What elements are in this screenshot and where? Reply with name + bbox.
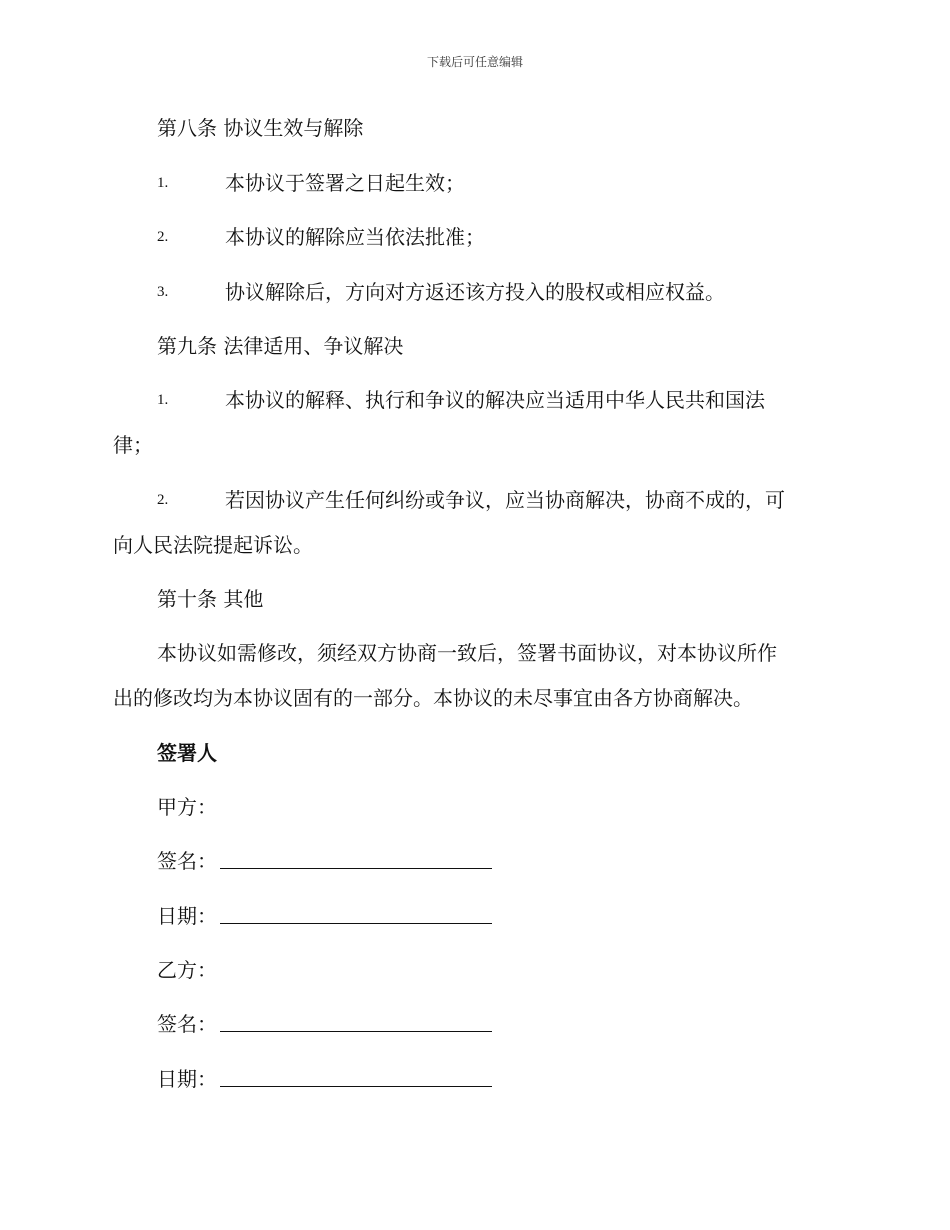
signatures-title: 签署人 <box>157 741 217 765</box>
party-b-date-label: 日期： <box>157 1067 217 1091</box>
party-b-label: 乙方： <box>157 958 217 982</box>
article-8-item-2-text: 本协议的解除应当依法批准； <box>225 225 485 249</box>
article-9-title: 第九条 法律适用、争议解决 <box>157 334 404 358</box>
article-8-item-2-number: 2. <box>157 229 169 245</box>
article-10-line-1: 本协议如需修改，须经双方协商一致后，签署书面协议，对本协议所作 <box>157 641 777 665</box>
party-a-label: 甲方： <box>157 795 217 819</box>
article-10-title: 第十条 其他 <box>157 587 264 611</box>
party-b-sign-label: 签名： <box>157 1012 217 1036</box>
article-9-item-2-line-2: 向人民法院提起诉讼。 <box>113 533 313 557</box>
article-8-item-1-number: 1. <box>157 175 169 191</box>
party-a-sign-blank <box>220 868 492 869</box>
party-a-date-blank <box>220 923 492 924</box>
article-9-item-1-line-2: 律； <box>113 433 153 457</box>
party-a-date-label: 日期： <box>157 904 217 928</box>
article-8-item-1-text: 本协议于签署之日起生效； <box>225 171 465 195</box>
article-8-item-3-number: 3. <box>157 284 169 300</box>
party-b-sign-blank <box>220 1031 492 1032</box>
page-header: 下载后可任意编辑 <box>426 55 523 69</box>
article-9-item-2-number: 2. <box>157 492 169 508</box>
article-10-line-2: 出的修改均为本协议固有的一部分。本协议的未尽事宜由各方协商解决。 <box>113 686 753 710</box>
article-9-item-1-number: 1. <box>157 392 169 408</box>
article-9-item-1-line-1: 本协议的解释、执行和争议的解决应当适用中华人民共和国法 <box>225 388 765 412</box>
party-a-sign-label: 签名： <box>157 849 217 873</box>
article-8-item-3-text: 协议解除后，方向对方返还该方投入的股权或相应权益。 <box>225 280 725 304</box>
article-8-title: 第八条 协议生效与解除 <box>157 116 364 140</box>
party-b-date-blank <box>220 1086 492 1087</box>
article-9-item-2-line-1: 若因协议产生任何纠纷或争议，应当协商解决，协商不成的，可 <box>225 488 785 512</box>
